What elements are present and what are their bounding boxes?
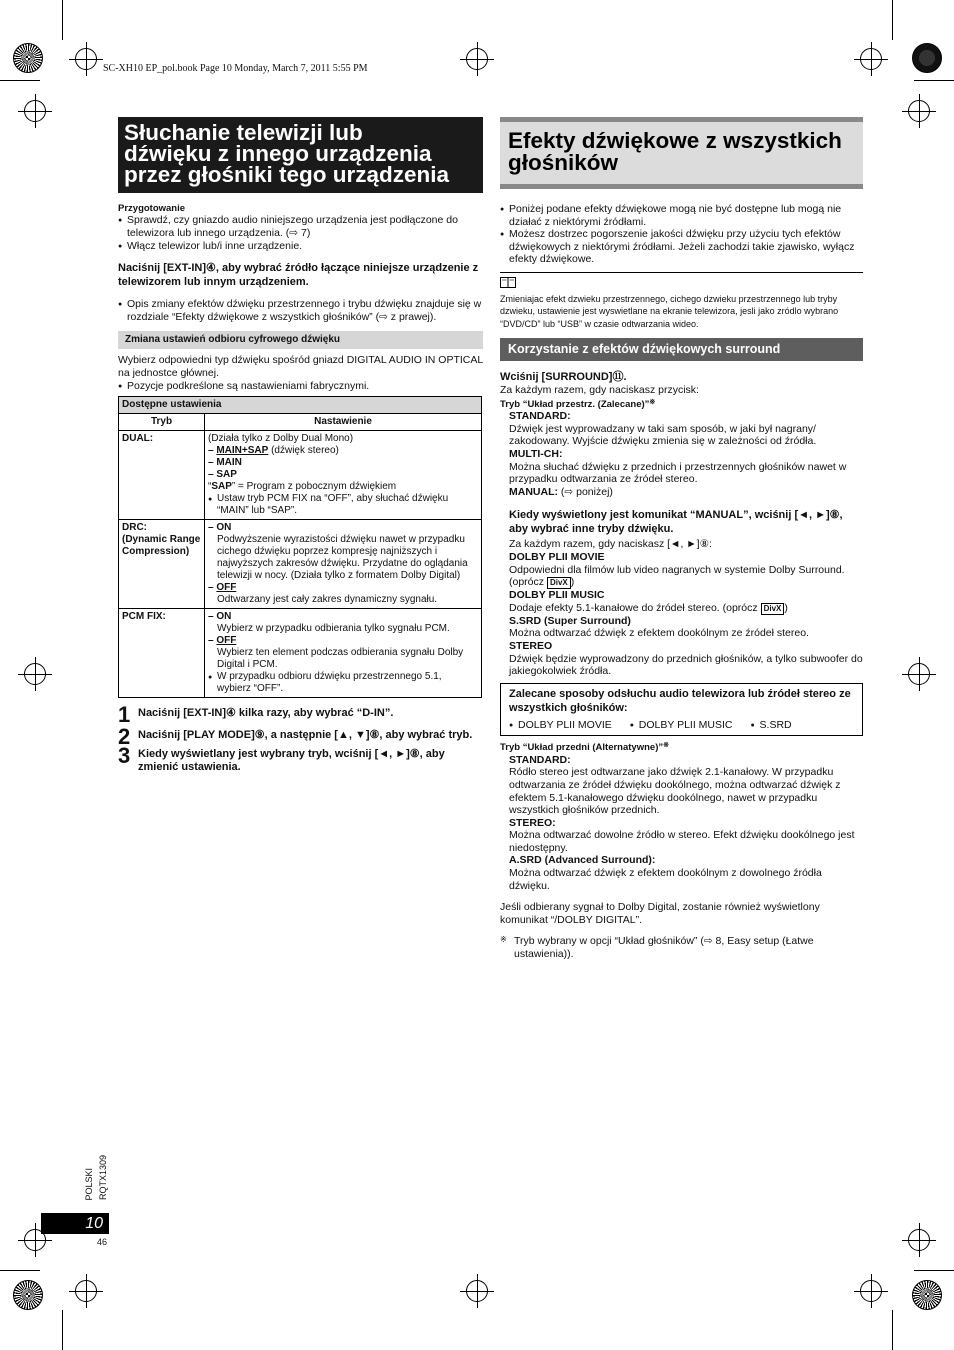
intro-item: ● Możesz dostrzec pogorszenie jakości dźwięku przy użyciu tych efektów dźwiękowych z niektórymi źródłami. Jeżeli zachodzi takie zjawisko, wyłącz efekty dźwiękowe. (500, 228, 863, 266)
crosshair-mark (24, 100, 46, 122)
book-icon (500, 277, 863, 292)
mode-dual: DUAL: (119, 431, 205, 520)
pl2-movie-text: Odpowiedni dla filmów lub video nagranych w systemie Dolby Surround. (oprócz (509, 563, 845, 589)
settings-table (118, 396, 482, 698)
manual-label: MANUAL: (509, 485, 558, 498)
mode-pcm-fix: PCM FIX: (119, 609, 205, 698)
language-label: POLSKI (84, 1168, 94, 1201)
pl2-movie-label: DOLBY PLII MOVIE (509, 550, 605, 563)
step-3 (118, 743, 483, 774)
dual-note: (Działa tylko z Dolby Dual Mono) (208, 433, 354, 445)
press-ext-instruction: Naciśnij [EXT-IN]④, aby wybrać źródło łączące niniejsze urządzenie z telewizorem lub innym urządzeniem. (118, 262, 479, 289)
digital-audio-subheading: Zmiana ustawień odbioru cyfrowego dźwięku (118, 331, 483, 349)
multich-text: Można słuchać dźwięku z przednich i przestrzennych głośników nawet w przypadku odtwarzania ze źródeł stereo. (509, 460, 847, 486)
registration-sun-mark (13, 1280, 43, 1310)
crop-line (892, 0, 893, 40)
stereo-text: Dźwięk będzie wyprowadzony do przednich głośników, a tylko subwoofer do jakiegokolwiek źródła. (509, 652, 863, 678)
manual-text: (⇨ poniżej) (558, 485, 613, 498)
pcm-bullet: ● W przypadku odbioru dźwięku przestrzennego 5.1, wybierz “OFF”. (208, 671, 478, 695)
pl2-music-text: Dodaje efekty 5.1-kanałowe do źródeł stereo. (oprócz (509, 601, 761, 614)
dual-bullet: ● Ustaw tryb PCM FIX na “OFF”, aby słuchać dźwięku “MAIN” lub “SAP”. (208, 493, 478, 517)
surround-subheading: Korzystanie z efektów dźwiękowych surround (500, 338, 863, 361)
option-description: Podwyższenie wyrazistości dźwięku nawet w przypadku cichego dźwięku poprzez kompresję najniższych i najwyższych zakresów dźwięku. Przydatne do oglądania telewizji w nocy. (Działa tylko z formatem Dolby Digital) (217, 534, 468, 582)
crop-line (62, 1310, 63, 1350)
title-line: Słuchanie telewizji lub (124, 120, 363, 145)
b-asrd-label: A.SRD (Advanced Surround): (509, 854, 656, 867)
option-sap: SAP (216, 469, 237, 481)
model-code: RQTX1309 (98, 1155, 108, 1201)
registration-sun-mark (912, 1280, 942, 1310)
step-number: 2 (118, 724, 131, 750)
step-text: Naciśnij [PLAY MODE]⑨, a następnie [▲, ▼]⑧, aby wybrać tryb. (138, 729, 473, 742)
file-header: SC-XH10 EP_pol.book Page 10 Monday, March 7, 2011 5:55 PM (103, 63, 368, 74)
b-standard-label: STANDARD: (509, 753, 571, 766)
column-header-setting: Nastawienie (205, 414, 482, 431)
b-asrd-text: Można odtwarzać dźwięk z efektem dookólnym z dowolnego źródła dźwięku. (509, 867, 822, 892)
option-description: Wybierz w przypadku odbierania tylko sygnału PCM. (217, 623, 450, 635)
note-text: Zmieniajac efekt dzwieku przestrzennego, cichego dzwieku przestrzennego lub tryby dzwieku, ustawienie jest wyswietlane na ekranie telewizora, jesli jako zródlo wybrano “DVD/CD” lub “USB” w czasie odtwarzania wideo. (500, 293, 839, 329)
quote-mark: “ (208, 481, 212, 493)
b-stereo-text: Można odtwarzać dowolne źródło w stereo. Efekt dźwięku dookólnego jest niedostępny. (509, 829, 855, 854)
recommended-box (500, 683, 863, 737)
standard-label: STANDARD: (509, 410, 571, 423)
footnote-marker: ※ (663, 742, 669, 750)
crop-line (914, 1270, 954, 1271)
prep-item: ● Sprawdź, czy gniazdo audio niniejszego urządzenia jest podłączone do telewizora lub innego urządzenia. (⇨ 7) (118, 214, 483, 239)
each-press-text: Za każdym razem, gdy naciskasz przycisk: (500, 384, 699, 397)
option-main-sap: MAIN+SAP (216, 445, 269, 457)
right-section-title (500, 117, 863, 189)
b-stereo-label: STEREO: (509, 816, 556, 829)
press-surround: Wciśnij [SURROUND]⑪. (500, 371, 627, 384)
each-press-text: Za każdym razem, gdy naciskasz [◄, ►]⑧: (509, 538, 712, 551)
title-line: przez głośniki tego urządzenia (124, 162, 450, 187)
crop-line (0, 80, 40, 81)
option-main: MAIN (216, 457, 242, 469)
page-number: 10 (41, 1213, 109, 1234)
step-text: Kiedy wyświetlany jest wybrany tryb, wciśnij [◄, ►]⑧, aby zmienić ustawienia. (138, 748, 445, 774)
step-number: 1 (118, 702, 131, 728)
left-column (118, 117, 483, 774)
option-description: Odtwarzany jest cały zakres dynamiczny sygnału. (217, 594, 438, 606)
step-2 (118, 724, 483, 750)
table-caption: Dostępne ustawienia (119, 397, 482, 414)
footnote-marker: ※ (500, 935, 507, 945)
step-1 (118, 702, 483, 728)
digital-audio-bullet: ● Pozycje podkreślone są nastawieniami fabrycznymi. (118, 380, 483, 393)
sap-term: SAP (211, 481, 232, 493)
title-line: Efekty dźwiękowe z wszystkich (508, 128, 842, 153)
mode-drc: DRC: (Dynamic Range Compression) (119, 520, 205, 609)
footnote (500, 935, 863, 960)
manual-instruction: Kiedy wyświetlony jest komunikat “MANUAL”, wciśnij [◄, ►]⑧, aby wybrać inne tryby dźwięku. (509, 509, 843, 536)
title-line: głośników (508, 150, 619, 175)
option-off: OFF (216, 635, 237, 647)
standard-text: Dźwięk jest wyprowadzany w taki sam sposób, w jaki był nagrany/ zakodowany. Wyjście dźwięku zmienia się w zależności od źródła. (509, 422, 817, 448)
divx-badge: DivX (547, 577, 571, 589)
crosshair-mark (24, 663, 46, 685)
crosshair-mark (908, 100, 930, 122)
prep-title: Przygotowanie (118, 203, 186, 214)
ssrd-text: Można odtwarzać dźwięk z efektem dookólnym ze źródeł stereo. (509, 627, 809, 640)
registration-sun-mark (13, 43, 43, 73)
multich-label: MULTI-CH: (509, 448, 563, 461)
step-number: 3 (118, 743, 131, 769)
footnote-marker: ※ (649, 398, 656, 406)
crop-line (914, 80, 954, 81)
crosshair-mark (75, 48, 97, 70)
stereo-label: STEREO (509, 639, 553, 652)
recommended-item: ● S.SRD (751, 719, 792, 732)
intro-item: ● Poniżej podane efekty dźwiękowe mogą nie być dostępne lub mogą nie działać z niektórymi źródłami. (500, 203, 863, 228)
option-note: (dźwięk stereo) (268, 445, 339, 457)
digital-audio-text: Wybierz odpowiedni typ dźwięku spośród gniazd DIGITAL AUDIO IN OPTICAL na jednostce głównej. (118, 354, 483, 379)
mode-b-title (500, 742, 863, 753)
recommended-item: ● DOLBY PLII MUSIC (630, 719, 733, 732)
dolby-note: Jeśli odbierany sygnał to Dolby Digital, zostanie również wyświetlony komunikat “/DOLBY DIGITAL”. (500, 901, 820, 926)
sap-definition: ” = Program z pobocznym dźwiękiem (231, 481, 397, 493)
pl2-music-label: DOLBY PLII MUSIC (509, 589, 605, 602)
crosshair-mark (466, 1280, 488, 1302)
option-on: ON (216, 611, 232, 623)
crop-line (62, 0, 63, 40)
table-row: DRC: (Dynamic Range Compression) – ON Podwyższenie wyrazistości dźwięku nawet w przypadku cichego dźwięku poprzez kompresję najniższych i najwyższych zakresów dźwięku. Przydatne do oglądania telewizji w nocy. (Działa tylko z formatem Dolby Digital) – OFF Odtwarzany jest cały zakres dynamiczny sygnału. (119, 520, 482, 609)
divx-badge: DivX (761, 603, 785, 615)
mode-title-text: Tryb “Układ przestrz. (Zalecane)” (500, 398, 650, 410)
crosshair-mark (860, 48, 882, 70)
recommended-title: Zalecane sposoby odsłuchu audio telewizora lub źródeł stereo ze wszystkich głośników: (509, 687, 851, 714)
option-on: ON (216, 522, 232, 534)
title-line: dźwięku z innego urządzenia (124, 141, 432, 166)
table-row: PCM FIX: – ON Wybierz w przypadku odbierania tylko sygnału PCM. – OFF Wybierz ten element podczas odbierania sygnału Dolby Digital i PCM. ● W przypadku odbioru dźwięku przestrzennego 5.1, wybierz “OFF”. (119, 609, 482, 698)
step-text: Naciśnij [EXT-IN]④ kilka razy, aby wybrać “D-IN”. (138, 707, 394, 720)
option-off: OFF (216, 582, 237, 594)
book-page-number: 46 (97, 1237, 108, 1247)
option-description: Wybierz ten element podczas odbierania sygnału Dolby Digital i PCM. (217, 647, 464, 671)
recommended-item: ● DOLBY PLII MOVIE (509, 719, 612, 732)
left-section-title (118, 117, 483, 193)
footnote-text: Tryb wybrany w opcji “Układ głośników” (⇨ 8, Easy setup (Łatwe ustawienia)). (514, 935, 814, 961)
crosshair-mark (466, 48, 488, 70)
crosshair-mark (75, 1280, 97, 1302)
mode-title-text: Tryb “Układ przedni (Alternatywne)” (500, 742, 664, 754)
crosshair-mark (860, 1280, 882, 1302)
ssrd-label: S.SRD (Super Surround) (509, 614, 631, 627)
right-column: Efekty dźwiękowe z wszystkich głośników ● Poniżej podane efekty dźwiękowe mogą nie być dostępne lub mogą nie działać z niektórymi źródłami. ● Możesz dostrzec pogorszenie jakości dźwięku przy użyciu tych efektów dźwiękowych z niektórymi źródłami. Jeżeli zachodzi takie zjawisko, wyłącz efekty dźwiękowe. Zmieniajac efekt dzwieku przestrzennego, cichego dzwieku przestrzennego lub tryby dzwieku, ustawienie jest wyswietlane na ekranie telewizora, jesli jako zródlo wybrano “DVD/CD” lub “USB” w czasie odtwarzania wideo. Korzystanie z efektów dźwiękowych surround Wciśnij [SURROUND]⑪. Za każdym razem, gdy naciskasz przycisk: Tryb “Układ przestrz. (Zalecane)”※ STANDARD: Dźwięk jest wyprowadzany w taki sam sposób, w jaki był nagrany/ zakodowany. Wyjście dźwięku zmienia się w zależności od źródła. MULTI-CH: Można słuchać dźwięku z przednich i przestrzennych głośników nawet w przypadku odtwarzania ze źródeł stereo. MANUAL: (⇨ poniżej) Kiedy wyświetlony jest komunikat “MANUAL”, wciśnij [◄, ►]⑧, aby wybrać inne tryby dźwięku. Za każdym razem, gdy naciskasz [◄, ►]⑧: DOLBY PLII MOVIE Odpowiedni dla filmów lub video nagranych w systemie Dolby Surround. (oprócz DivX ) DOLBY PLII MUSIC Dodaje efekty 5.1-kanałowe do źródeł stereo. (oprócz DivX ) S.SRD (Super Surround) Można odtwarzać dźwięk z efektem dookólnym ze źródeł stereo. STEREO Dźwięk będzie wyprowadzony do przednich głośników, a tylko subwoofer do jakiegokolwiek źródła. Zalecane sposoby odsłuchu audio telewizora lub źródeł stereo ze wszystkich głośników: ● DOLBY PLII MOVIE ● DOLBY PLII MUSIC ● S.SRD Tryb “Układ przedni (Alternatywne)”※ STANDARD: Ródło stereo jest odtwarzane jako dźwięk 2.1-kanałowy. W przypadku odtwarzania ze źródeł dźwięku dookólnego, można odtwarzać dźwięk z efektem 5.1-kanałowego dźwięku dookólnego, nawet w przypadku wszystkich głośników przednich. STEREO: Można odtwarzać dowolne źródło w stereo. Efekt dźwięku dookólnego jest niedostępny. A.SRD (Advanced Surround): Można odtwarzać dźwięk z efektem dookólnym z dowolnego źródła dźwięku. Jeśli odbierany sygnał to Dolby Digital, zostanie również wyświetlony komunikat “/DOLBY DIGITAL”. ※ Tryb wybrany w opcji “Układ głośników” (⇨ 8, Easy setup (Łatwe ustawienia)). (500, 117, 863, 961)
surround-note: ● Opis zmiany efektów dźwięku przestrzennego i trybu dźwięku znajduje się w rozdziale “Efekty dźwiękowe z wszystkich głośników” (⇨ z prawej). (118, 298, 483, 323)
crosshair-mark (908, 663, 930, 685)
b-standard-text: Ródło stereo jest odtwarzane jako dźwięk 2.1-kanałowy. W przypadku odtwarzania ze źródeł dźwięku dookólnego, można odtwarzać dźwięk z efektem 5.1-kanałowego dźwięku dookólnego, nawet w przypadku wszystkich głośników przednich. (509, 766, 841, 817)
registration-sun-mark (912, 43, 942, 73)
column-header-mode: Tryb (119, 414, 205, 431)
crop-line (892, 1310, 893, 1350)
crosshair-mark (908, 1229, 930, 1251)
crop-line (0, 1270, 40, 1271)
mode-a-title (500, 399, 863, 410)
prep-item: ● Włącz telewizor lub/i inne urządzenie. (118, 240, 483, 253)
table-row: DUAL: (Działa tylko z Dolby Dual Mono) – MAIN+SAP (dźwięk stereo) – MAIN – SAP “SAP” = Program z pobocznym dźwiękiem ● Ustaw tryb PCM FIX na “OFF”, aby słuchać dźwięku “MAIN” lub “SAP”. (119, 431, 482, 520)
